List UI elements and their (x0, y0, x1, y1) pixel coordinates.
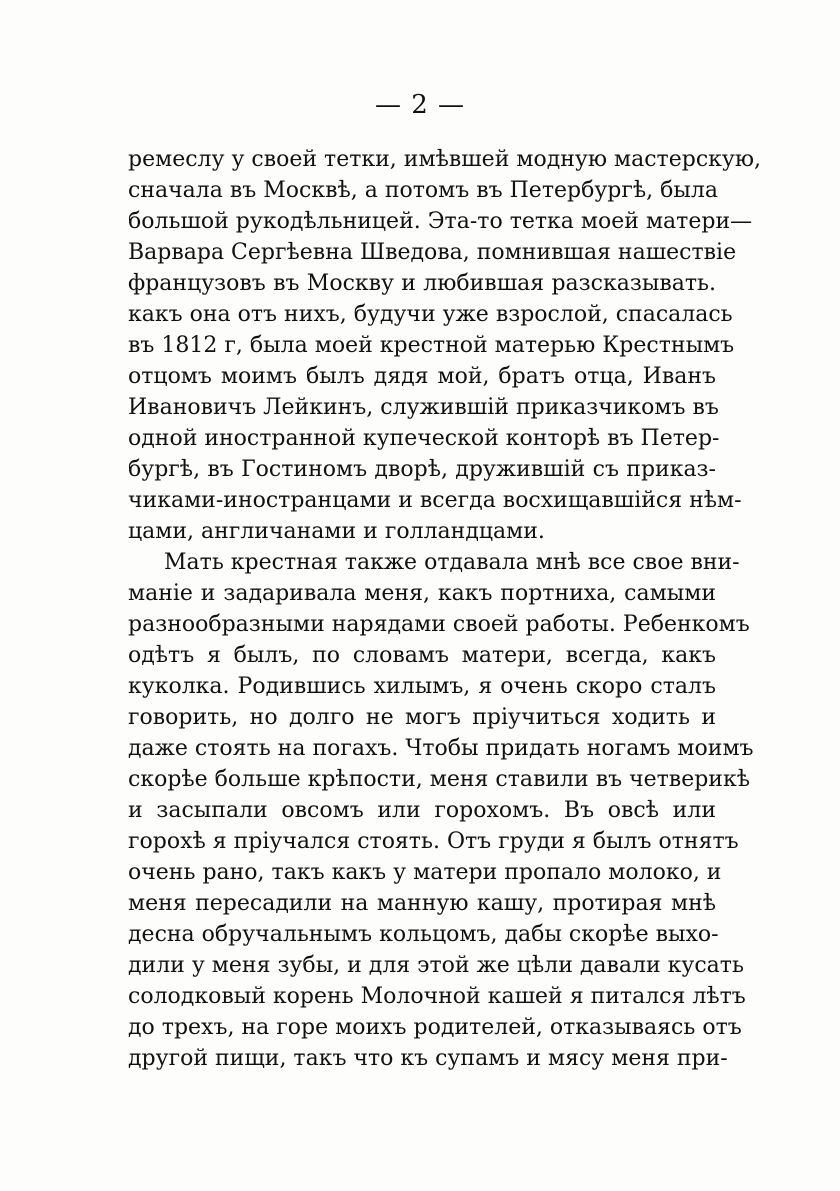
text-line: какъ она отъ нихъ, будучи уже взрослой, спасалась (128, 302, 733, 327)
body-text (128, 144, 761, 1074)
text-line: цами, англичанами и голландцами. (128, 519, 545, 544)
text-line: Ивановичъ Лейкинъ, служившій приказчикомъ въ (128, 395, 719, 420)
text-line: отцомъ моимъ былъ дядя мой, братъ отца, Иванъ (128, 364, 716, 389)
text-line: Варвара Сергѣевна Шведова, помнившая нашествіе (128, 240, 737, 265)
text-line: скорѣе больше крѣпости, меня ставили въ четверикѣ (128, 767, 750, 792)
text-line: десна обручальнымъ кольцомъ, дабы скорѣе выхо- (128, 922, 719, 947)
text-line: маніе и задаривала меня, какъ портниха, самыми (128, 581, 716, 606)
text-line: разнообразными нарядами своей работы. Ребенкомъ (128, 612, 750, 637)
text-line: даже стоять на погахъ. Чтобы придать ногамъ моимъ (128, 736, 754, 761)
text-line: въ 1812 г, была моей крестной матерью Крестнымъ (128, 333, 735, 358)
text-line: чиками-иностранцами и всегда восхищавшійся нѣм- (128, 488, 742, 513)
text-line: говорить, но долго не могъ пріучиться ходить и (128, 705, 716, 730)
text-line: солодковый корень Молочной кашей я питался лѣтъ (128, 984, 746, 1009)
text-line: другой пищи, такъ что къ супамъ и мясу меня при- (128, 1046, 728, 1071)
text-line: Мать крестная также отдавала мнѣ все свое вни- (164, 550, 740, 575)
text-line: горохѣ я пріучался стоять. Отъ груди я былъ отнятъ (128, 829, 739, 854)
paragraph-1 (128, 144, 761, 547)
text-line: ремеслу у своей тетки, имѣвшей модную мастерскую, (128, 147, 761, 172)
text-line: куколка. Родившись хилымъ, я очень скоро сталъ (128, 674, 716, 699)
text-line: и засыпали овсомъ или горохомъ. Въ овсѣ или (128, 798, 716, 823)
text-line: сначала въ Москвѣ, а потомъ въ Петербургѣ, была (128, 178, 718, 203)
text-line: одной иностранной купеческой конторѣ въ Петер- (128, 426, 720, 451)
text-line: французовъ въ Москву и любившая разсказывать. (128, 271, 716, 296)
text-line: дили у меня зубы, и для этой же цѣли давали кусать (128, 953, 744, 978)
text-line: до трехъ, на горе моихъ родителей, отказываясь отъ (128, 1015, 742, 1040)
text-line: меня пересадили на манную кашу, протирая мнѣ (128, 891, 716, 916)
page-number: — 2 — (374, 90, 466, 120)
text-line: бургѣ, въ Гостиномъ дворѣ, дружившій съ приказ- (128, 457, 716, 482)
text-line: большой рукодѣльницей. Эта-то тетка моей матери— (128, 209, 753, 234)
text-line: одѣтъ я былъ, по словамъ матери, всегда, какъ (128, 643, 716, 668)
paragraph-2 (128, 547, 754, 1074)
text-line: очень рано, такъ какъ у матери пропало молоко, и (128, 860, 722, 885)
